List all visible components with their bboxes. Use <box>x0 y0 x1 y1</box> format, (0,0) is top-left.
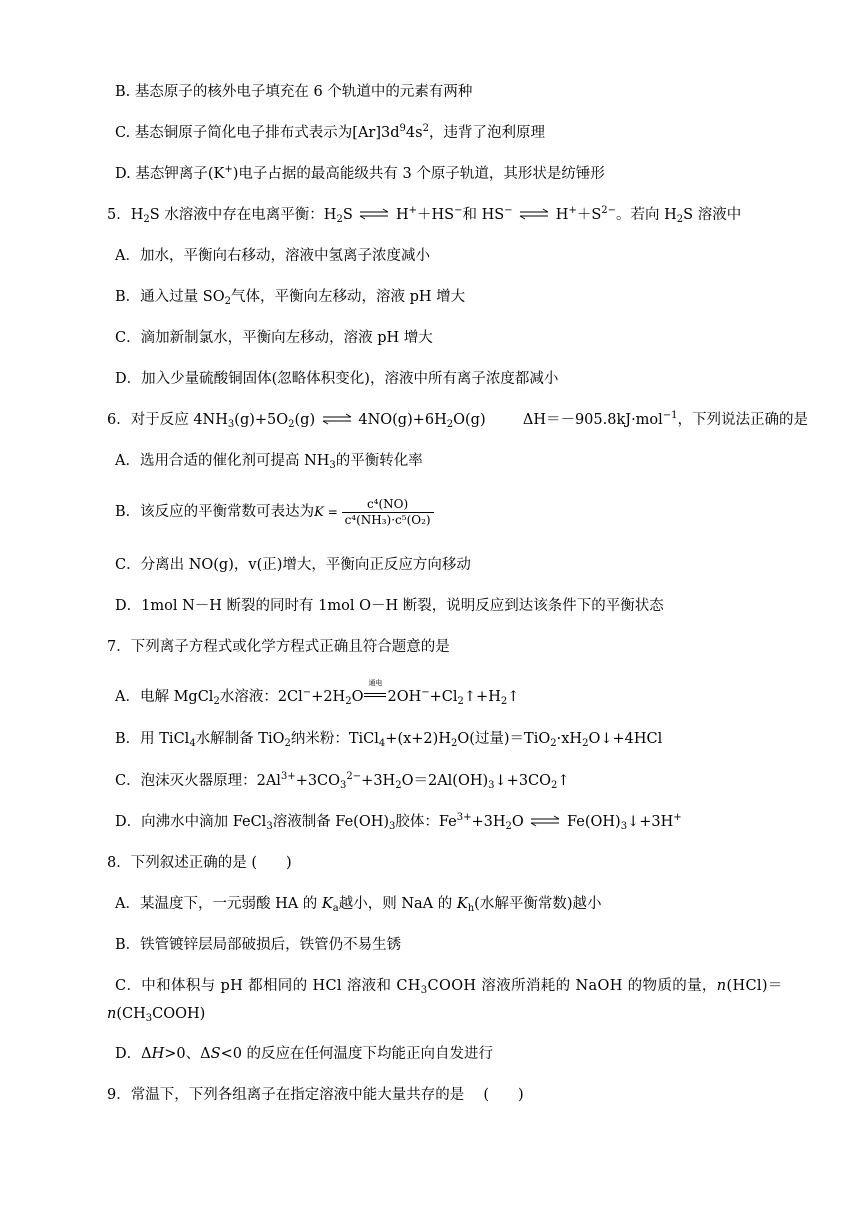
equilibrium-arrow-icon <box>530 815 560 827</box>
q7-option-c: C．泡沫灭火器原理：$2Al^{3+}+3CO_3^{2-}+3H_2O=2Al(OH)_3↓+3CO_2↑$ <box>115 771 570 791</box>
equilibrium-arrow-icon <box>322 413 352 425</box>
q4-option-c: C. 基态铜原子简化电子排布式表示为$[Ar]3d^94s^2$，违背了泡利原理 <box>115 123 545 141</box>
q6-option-b: B．该反应的平衡常数可表达为K = $\frac{\text{c⁴(NO)}}{\text{c⁴(NH₃)·c⁵(O₂)}}$ <box>115 494 434 531</box>
q8-option-c-line1: C．中和体积与 pH 都相同的 HCl 溶液和 $CH_3COOH$ 溶液所消耗的 NaOH 的物质的量，n(HCl)＝ <box>115 978 783 996</box>
q6-option-c: C．分离出 NO(g)，v(正)增大，平衡向正反应方向移动 <box>115 557 471 573</box>
equilibrium-constant-fraction: $\frac{\text{c⁴(NO)}}{\text{c⁴(NH₃)·c⁵(O₂)}}$ <box>342 497 434 528</box>
q8-option-d: D．ΔH>0、ΔS<0 的反应在任何温度下均能正向自发进行 <box>115 1046 494 1062</box>
q5-option-d: D．加入少量硫酸铜固体(忽略体积变化)，溶液中所有离子浓度都减小 <box>115 371 559 387</box>
q5-stem: 5．$H_2S$ 水溶液中存在电离平衡：$H_2S$ H+＋HS−和 HS− $H^++S^{2-}$。若向 $H_2S$ 溶液中 <box>107 205 742 225</box>
q7-option-b: B．用 TiCl$_4$水解制备 TiO$_2$纳米粉：$TiCl_4+(x+2)H_2O$(过量)$=TiO_2\cdot xH_2O↓+4HCl$ <box>115 731 663 749</box>
q9-stem: 9．常温下，下列各组离子在指定溶液中能大量共存的是 ( ) <box>107 1087 524 1103</box>
electrolysis-arrow-icon: 通电 <box>363 687 387 707</box>
q8-option-a: A．某温度下，一元弱酸 HA 的 $K_a$越小，则 NaA 的 $K_h$(水解平衡常数)越小 <box>115 896 602 914</box>
q5-option-b: B．通入过量 $SO_2$气体，平衡向左移动，溶液 pH 增大 <box>115 289 466 307</box>
q7-option-d: D．向沸水中滴加 FeCl$_3$溶液制备 $Fe(OH)_3$胶体：$Fe^{3+}+3H_2O$ $Fe(OH)_3↓+3H^+$ <box>115 812 682 832</box>
q4-option-d: D. 基态钾离子(K+)电子占据的最高能级共有 3 个原子轨道，其形状是纺锤形 <box>115 164 605 182</box>
q6-option-a: A．选用合适的催化剂可提高 $NH_3$的平衡转化率 <box>115 453 423 471</box>
q6-stem: 6．对于反应 $4NH_3(g)+5O_2(g)$ $4NO(g)+6H_2O(g)$ ΔH＝－905.8kJ·mol$^{-1}$，下列说法正确的是 <box>107 410 809 430</box>
q8-option-b: B．铁管镀锌层局部破损后，铁管仍不易生锈 <box>115 937 402 953</box>
q8-option-c-line2: $n(CH_3COOH)$ <box>107 1006 206 1024</box>
q5-option-c: C．滴加新制氯水，平衡向左移动，溶液 pH 增大 <box>115 330 433 346</box>
q4-option-b: B. 基态原子的核外电子填充在 6 个轨道中的元素有两种 <box>115 84 473 100</box>
equilibrium-arrow-icon <box>359 208 389 220</box>
equilibrium-arrow-icon <box>519 208 549 220</box>
q7-option-a: A．电解 MgCl$_2$水溶液：$2Cl^-+2H_2O$ 通电 $2OH^-+Cl_2↑+H_2↑$ <box>115 679 520 707</box>
q5-option-a: A．加水，平衡向右移动，溶液中氢离子浓度减小 <box>115 248 430 264</box>
q8-stem: 8．下列叙述正确的是 ( ) <box>107 855 292 871</box>
q6-option-d: D．1mol N－H 断裂的同时有 1mol O－H 断裂，说明反应到达该条件下的平衡状态 <box>115 598 664 614</box>
q7-stem: 7．下列离子方程式或化学方程式正确且符合题意的是 <box>107 639 450 655</box>
